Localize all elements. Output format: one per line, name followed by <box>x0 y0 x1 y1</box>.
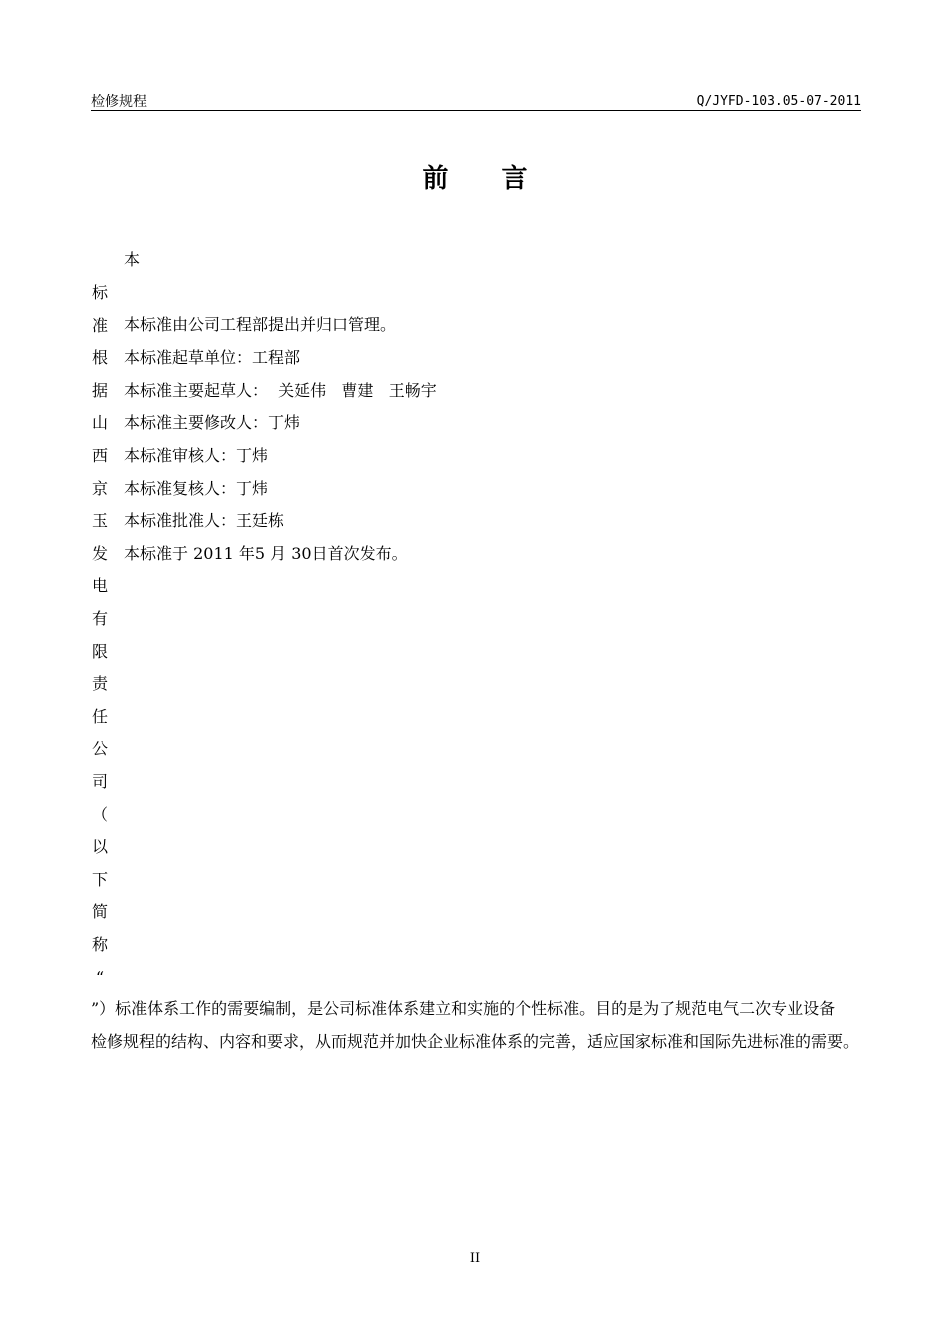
vertical-char: 公 <box>91 739 108 759</box>
preface-line: 本标准复核人：丁炜 <box>124 479 269 498</box>
page-number: II <box>469 1251 481 1266</box>
preface-line: 本标准起草单位：工程部 <box>124 348 301 367</box>
top-char: 本 <box>124 250 141 269</box>
vertical-char: 有 <box>91 609 108 628</box>
vertical-char: 责 <box>91 674 108 694</box>
preface-line: 本标准于 2011 年5 月 30日首次发布。 <box>124 544 408 563</box>
title-char-1: 前 <box>422 164 449 194</box>
preface-line: 本标准主要修改人：丁炜 <box>124 413 301 432</box>
vertical-char: 发 <box>91 543 108 563</box>
vertical-char: 山 <box>91 413 108 433</box>
page-title <box>0 162 950 196</box>
vertical-char: 电 <box>91 576 108 596</box>
vertical-char: 以 <box>91 837 108 857</box>
vertical-char: 称 <box>91 935 108 954</box>
vertical-char: 司 <box>91 772 108 791</box>
vertical-char: 下 <box>91 869 108 889</box>
vertical-char: 西 <box>91 446 108 465</box>
page-header-left: 检修规程 <box>91 94 147 110</box>
vertical-char: “ <box>95 967 105 987</box>
preface-line: 本标准批准人：王廷栋 <box>124 511 285 530</box>
vertical-char: 玉 <box>91 511 108 531</box>
vertical-char: 简 <box>91 902 108 922</box>
preface-line: 本标准主要起草人： 关延伟 曹建 王畅宇 <box>124 381 437 400</box>
preface-line: 本标准由公司工程部提出并归口管理。 <box>124 315 397 334</box>
paragraph-line: ”）标准体系工作的需要编制，是公司标准体系建立和实施的个性标准。目的是为了规范电气二次专业设备 <box>91 999 836 1018</box>
vertical-char: 限 <box>91 641 108 661</box>
paragraph-line: 检修规程的结构、内容和要求，从而规范并加快企业标准体系的完善，适应国家标准和国际先进标准的需要。 <box>91 1032 860 1051</box>
vertical-char: 标 <box>91 283 108 302</box>
page-header-right: Q/JYFD-103.05-07-2011 <box>696 94 861 109</box>
vertical-char: 准 <box>91 315 108 335</box>
vertical-char: 根 <box>91 348 108 368</box>
vertical-char: 据 <box>91 380 108 400</box>
vertical-char: （ <box>91 804 108 824</box>
title-char-2: 言 <box>501 164 528 194</box>
header-rule <box>91 110 861 111</box>
preface-line: 本标准审核人：丁炜 <box>124 446 269 465</box>
vertical-char: 任 <box>91 706 108 726</box>
vertical-char: 京 <box>91 478 108 498</box>
